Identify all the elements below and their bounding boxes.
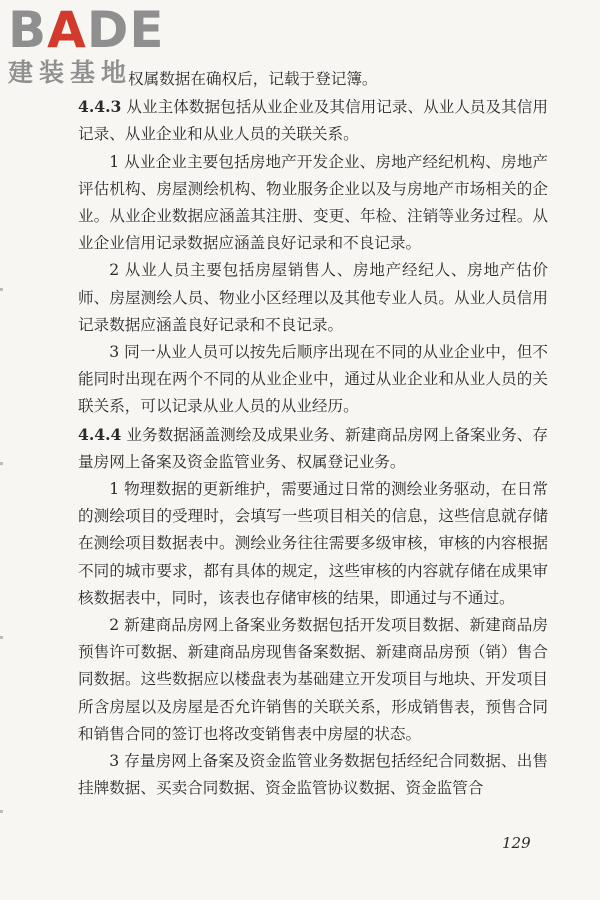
item-text: 2 从业人员主要包括房屋销售人、房地产经纪人、房地产估价师、房屋测绘人员、物业小区经理以及其他专业人员。从业人员信用记录数据应涵盖良好记录和不良记录。 <box>78 261 548 334</box>
document-body <box>78 66 548 802</box>
clause-4-4-3 <box>78 93 548 148</box>
logo-letter-a-accent: A <box>47 1 87 59</box>
scan-edge-mark <box>0 288 3 291</box>
clause-text: 从业主体数据包括从业企业及其信用记录、从业人员及其信用记录、从业企业和从业人员的关联关系。 <box>78 98 548 144</box>
clause-4-4-4 <box>78 421 548 476</box>
paragraph-continuation <box>78 66 548 93</box>
scan-edge-mark <box>0 810 3 813</box>
item-text: 3 存量房网上备案及资金监管业务数据包括经纪合同数据、出售挂牌数据、买卖合同数据、资金监管协议数据、资金监管合 <box>78 752 548 798</box>
item-text: 1 从业企业主要包括房地产开发企业、房地产经纪机构、房地产评估机构、房屋测绘机构、物业服务企业以及与房地产市场相关的企业。从业企业数据应涵盖其注册、变更、年检、注销等业务过程。从业企业信用记录数据应涵盖良好记录和不良记录。 <box>78 152 548 253</box>
scan-edge-mark <box>0 636 3 639</box>
item-4-4-3-3 <box>78 339 548 421</box>
item-4-4-4-3 <box>78 748 548 802</box>
logo-wordmark <box>8 1 178 59</box>
clause-number: 4.4.4 <box>78 424 122 444</box>
clause-number: 4.4.3 <box>78 97 122 117</box>
page-number: 129 <box>502 834 531 852</box>
scan-edge-mark <box>0 462 3 465</box>
logo-letters-de: DE <box>86 1 165 59</box>
logo-subtitle: 建装基地 <box>8 58 133 87</box>
item-text: 3 同一从业人员可以按先后顺序出现在不同的从业企业中，但不能同时出现在两个不同的从业企业中，通过从业企业和从业人员的关联关系，可以记录从业人员的从业经历。 <box>78 343 548 416</box>
clause-text: 业务数据涵盖测绘及成果业务、新建商品房网上备案业务、存量房网上备案及资金监管业务、权属登记业务。 <box>78 425 548 471</box>
item-text: 1 物理数据的更新维护，需要通过日常的测绘业务驱动，在日常的测绘项目的受理时，会填写一些项目相关的信息，这些信息就存储在测绘项目数据表中。测绘业务往往需要多级审核，审核的内容根据不同的城市要求，都有具体的规定，这些审核的内容就存储在成果审核数据表中，同时，该表也存储审核的结果，即通过与不通过。 <box>78 480 548 607</box>
item-4-4-3-1 <box>78 149 548 258</box>
item-text: 2 新建商品房网上备案业务数据包括开发项目数据、新建商品房预售许可数据、新建商品房现售备案数据、新建商品房预（销）售合同数据。这些数据应以楼盘表为基础建立开发项目与地块、开发项目所含房屋以及房屋是否允许销售的关联关系，形成销售表，预售合同和销售合同的签订也将改变销售表中房屋的状态。 <box>78 616 548 743</box>
item-4-4-4-1 <box>78 476 548 612</box>
item-4-4-3-2 <box>78 257 548 339</box>
logo-letter-b: B <box>8 1 48 59</box>
paragraph-text: 权属数据在确权后，记载于登记簿。 <box>128 70 378 88</box>
item-4-4-4-2 <box>78 612 548 748</box>
